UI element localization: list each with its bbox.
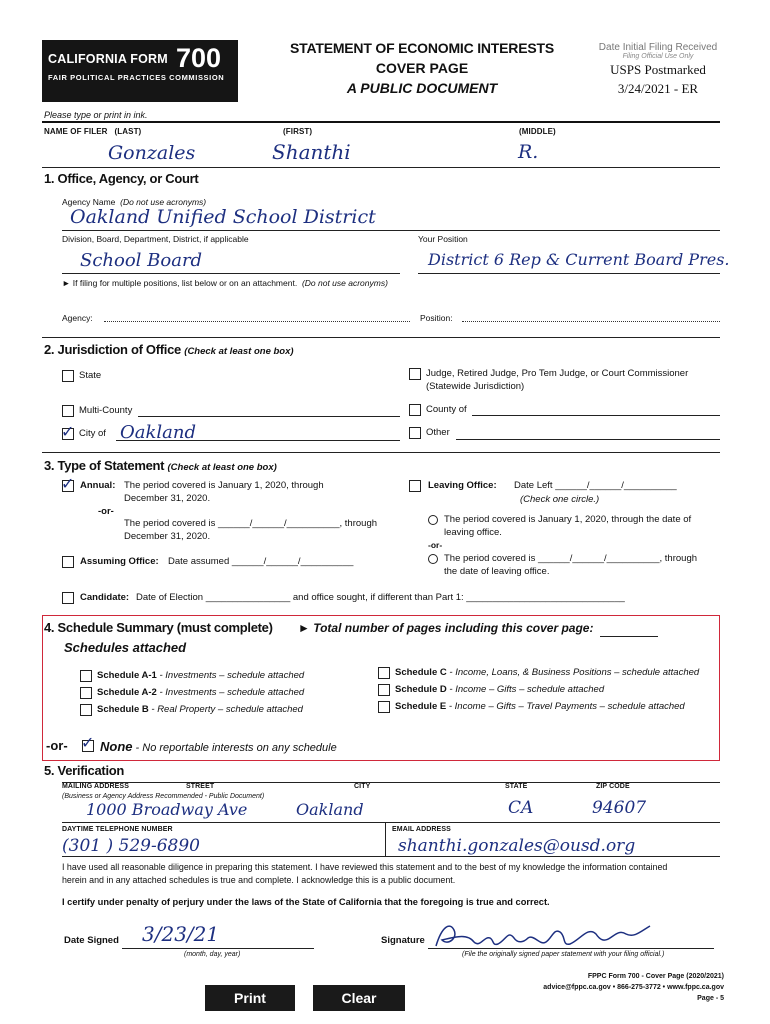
schedule-b-label: Schedule B - Real Property – schedule attached <box>97 704 303 715</box>
county-line[interactable] <box>472 415 720 416</box>
judge-label: Judge, Retired Judge, Pro Tem Judge, or Court Commissioner <box>426 368 689 379</box>
divider <box>42 337 720 338</box>
schedule-b-checkbox[interactable] <box>80 704 92 716</box>
position-line <box>418 273 720 274</box>
multi-county-label: Multi-County <box>79 405 133 416</box>
divider <box>42 167 720 168</box>
footer-info <box>440 971 724 1004</box>
schedule-a1-checkbox[interactable] <box>80 670 92 682</box>
leaving-option-1-text-2: leaving office. <box>444 527 502 538</box>
state-value[interactable]: CA <box>508 798 534 818</box>
other-label: Other <box>426 427 450 438</box>
statement-title: STATEMENT OF ECONOMIC INTERESTS <box>290 40 554 56</box>
leaving-option-1-text: The period covered is January 1, 2020, through the date of <box>444 514 692 525</box>
section-1-title: 1. Office, Agency, or Court <box>44 171 199 186</box>
candidate-checkbox[interactable] <box>62 592 74 604</box>
leaving-option-2-radio[interactable] <box>428 554 438 564</box>
division-label: Division, Board, Department, District, if applicable <box>62 234 249 244</box>
date-signed-note: (month, day, year) <box>184 951 241 958</box>
leaving-office-label: Leaving Office: <box>428 480 497 491</box>
section-3-title: 3. Type of Statement (Check at least one box) <box>44 458 277 473</box>
assuming-office-date[interactable]: Date assumed ______/______/__________ <box>168 556 354 567</box>
county-checkbox[interactable] <box>409 404 421 416</box>
city-check-mark: ✓ <box>61 422 75 441</box>
schedule-e-label: Schedule E - Income – Gifts – Travel Payments – schedule attached <box>395 701 685 712</box>
schedule-a2-checkbox[interactable] <box>80 687 92 699</box>
position2-label: Position: <box>420 313 453 323</box>
judge-note: (Statewide Jurisdiction) <box>426 381 525 392</box>
signature-label: Signature <box>381 935 425 946</box>
name-of-filer-label: NAME OF FILER (LAST) <box>44 127 142 136</box>
position-value[interactable]: District 6 Rep & Current Board Pres. <box>428 250 730 269</box>
assuming-office-checkbox[interactable] <box>62 556 74 568</box>
form-700-badge <box>42 40 238 102</box>
filer-first-name[interactable]: Shanthi <box>272 140 351 164</box>
annual-text-1: The period covered is January 1, 2020, through <box>124 480 324 491</box>
total-pages-line[interactable] <box>600 636 658 637</box>
statement-title-block <box>262 40 582 96</box>
print-button[interactable]: Print <box>205 985 295 1011</box>
signature-line <box>428 948 714 949</box>
agency-label: Agency: <box>62 313 93 323</box>
schedule-d-checkbox[interactable] <box>378 684 390 696</box>
public-document-title: A PUBLIC DOCUMENT <box>346 80 498 96</box>
none-check-mark: ✓ <box>81 733 95 752</box>
agency-line[interactable] <box>104 321 410 322</box>
leaving-or: -or- <box>428 540 443 550</box>
schedules-attached-label: Schedules attached <box>64 640 187 655</box>
address-note: (Business or Agency Address Recommended - Public Document) <box>62 793 265 800</box>
schedule-a2-label: Schedule A-2 - Investments – schedule attached <box>97 687 305 698</box>
annual-label: Annual: <box>80 480 116 491</box>
multiple-positions-note: ► If filing for multiple positions, list below or on an attachment. (Do not use acronyms) <box>62 278 388 288</box>
mailing-address-label: MAILING ADDRESS <box>62 783 129 790</box>
filer-middle-initial[interactable]: R. <box>518 141 539 163</box>
zip-label: ZIP CODE <box>596 783 630 790</box>
date-signed-value[interactable]: 3/23/21 <box>142 922 220 946</box>
email-value[interactable]: shanthi.gonzales@ousd.org <box>398 836 636 856</box>
division-line <box>62 273 400 274</box>
state-label: State <box>79 370 102 381</box>
schedule-d-label: Schedule D - Income – Gifts – schedule attached <box>395 684 605 695</box>
city-value[interactable]: Oakland <box>120 422 196 443</box>
filing-received-label: Date Initial Filing Received <box>598 42 718 53</box>
street-value[interactable]: 1000 Broadway Ave <box>86 800 248 819</box>
other-checkbox[interactable] <box>409 427 421 439</box>
street-label: STREET <box>186 783 215 790</box>
phone-label: DAYTIME TELEPHONE NUMBER <box>62 826 173 833</box>
phone-value[interactable]: (301 ) 529-6890 <box>62 836 200 856</box>
first-label: (FIRST) <box>283 127 313 136</box>
leaving-option-1-radio[interactable] <box>428 515 438 525</box>
city-of-label: City of <box>79 428 106 439</box>
handwritten-signature[interactable] <box>428 916 658 956</box>
state-checkbox[interactable] <box>62 370 74 382</box>
divider <box>42 121 720 123</box>
position2-line[interactable] <box>462 321 720 322</box>
annual-text-2: December 31, 2020. <box>124 493 211 504</box>
or-none-label: -or- <box>46 738 68 753</box>
middle-label: (MIDDLE) <box>519 127 556 136</box>
leaving-option-2-text[interactable]: The period covered is ______/______/__________, through <box>444 553 698 564</box>
postmark-line1: USPS Postmarked <box>610 62 706 77</box>
zip-value[interactable]: 94607 <box>592 798 647 818</box>
leaving-office-note: (Check one circle.) <box>520 494 600 505</box>
annual-or: -or- <box>98 506 114 517</box>
other-line[interactable] <box>456 439 720 440</box>
state-label-5: STATE <box>505 783 528 790</box>
judge-checkbox[interactable] <box>409 368 421 380</box>
filing-official-use: Filing Official Use Only <box>622 53 694 60</box>
divider <box>62 822 720 823</box>
email-label: EMAIL ADDRESS <box>392 826 451 833</box>
divider <box>62 782 720 783</box>
assuming-office-label: Assuming Office: <box>80 556 159 567</box>
annual-text-3[interactable]: The period covered is ______/______/__________, through <box>124 518 378 529</box>
certify-text: I certify under penalty of perjury under the laws of the State of California that the foregoing is true and correct. <box>62 897 550 907</box>
schedule-c-label: Schedule C - Income, Loans, & Business Positions – schedule attached <box>395 667 700 678</box>
county-of-label: County of <box>426 404 467 415</box>
city-label: CITY <box>354 783 371 790</box>
leaving-option-2-text-2: the date of leaving office. <box>444 566 550 577</box>
agency-name-label: Agency Name (Do not use acronyms) <box>62 197 207 207</box>
section-5-title: 5. Verification <box>44 763 125 778</box>
section-4-title: 4. Schedule Summary (must complete) <box>44 620 273 635</box>
total-pages-label: ► Total number of pages including this cover page: <box>298 621 594 635</box>
division-value[interactable]: School Board <box>80 250 203 271</box>
divider <box>62 856 720 857</box>
schedule-c-checkbox[interactable] <box>378 667 390 679</box>
your-position-label: Your Position <box>418 234 468 244</box>
schedule-a1-label: Schedule A-1 - Investments – schedule attached <box>97 670 305 681</box>
multi-county-line[interactable] <box>138 416 400 417</box>
agency-name-line <box>62 230 720 231</box>
cover-page-title: COVER PAGE <box>375 60 469 76</box>
schedule-e-checkbox[interactable] <box>378 701 390 713</box>
section-2-title: 2. Jurisdiction of Office (Check at least one box) <box>44 342 294 357</box>
divider <box>385 822 386 856</box>
candidate-label: Candidate: <box>80 592 130 603</box>
multi-county-checkbox[interactable] <box>62 405 74 417</box>
candidate-text[interactable]: Date of Election ________________ and office sought, if different than Part 1: ______________________________ <box>136 592 625 603</box>
form-number: 700 <box>176 43 222 73</box>
annual-check-mark: ✓ <box>61 474 75 493</box>
contact-info: advice@fppc.ca.gov • 866-275-3772 • www.fppc.ca.gov <box>543 984 724 991</box>
agency-name-value[interactable]: Oakland Unified School District <box>70 206 376 228</box>
filing-received-block <box>588 42 728 97</box>
signature-note: (File the originally signed paper statement with your filing official.) <box>462 951 665 958</box>
form-title: CALIFORNIA FORM <box>48 52 168 66</box>
city-line <box>116 440 400 441</box>
form-commission: FAIR POLITICAL PRACTICES COMMISSION <box>48 73 225 82</box>
diligence-text-2: herein and in any attached schedules is true and complete. I acknowledge this is a public document. <box>62 875 456 885</box>
annual-text-4: December 31, 2020. <box>124 531 211 542</box>
clear-button[interactable]: Clear <box>313 985 405 1011</box>
leaving-office-date[interactable]: Date Left ______/______/__________ <box>514 480 677 491</box>
ink-instructions: Please type or print in ink. <box>44 110 148 120</box>
divider <box>42 452 720 453</box>
date-signed-label: Date Signed <box>64 935 119 946</box>
page-number: Page - 5 <box>697 995 724 1002</box>
form-id: FPPC Form 700 - Cover Page (2020/2021) <box>587 973 724 980</box>
postmark-line2: 3/24/2021 - ER <box>617 81 699 96</box>
diligence-text-1: I have used all reasonable diligence in preparing this statement. I have reviewed this statement and to the best of my knowledge the information contained <box>62 862 668 872</box>
none-label: None - No reportable interests on any schedule <box>100 739 337 754</box>
date-signed-line <box>122 948 314 949</box>
filer-last-name[interactable]: Gonzales <box>108 142 196 164</box>
leaving-office-checkbox[interactable] <box>409 480 421 492</box>
city-value-5[interactable]: Oakland <box>296 800 364 819</box>
